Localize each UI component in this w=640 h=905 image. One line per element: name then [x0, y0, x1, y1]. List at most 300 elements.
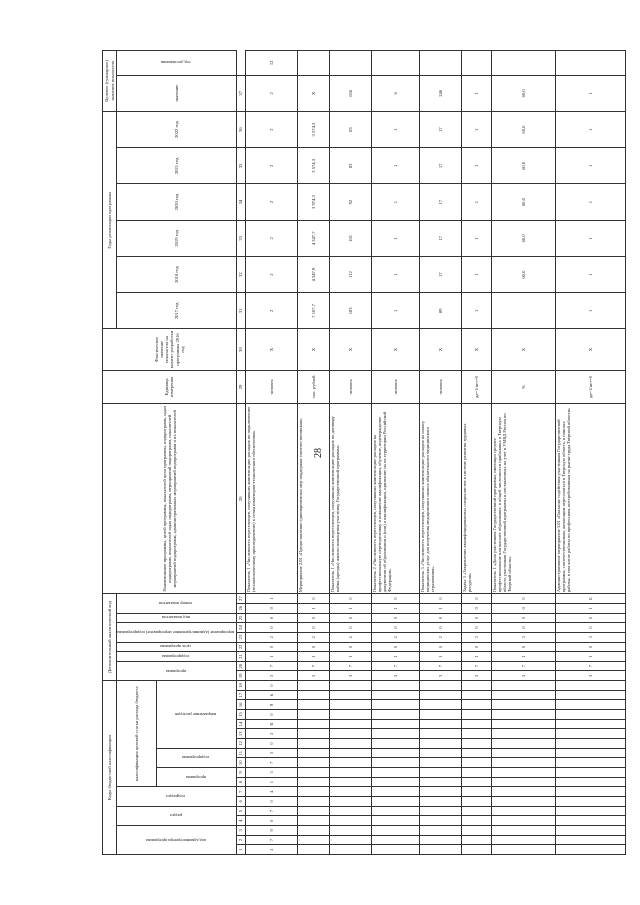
header-extra-code: Дополнительный аналитический код: [103, 594, 117, 681]
code-digit: 7: [491, 661, 555, 671]
code-digit: [297, 681, 329, 691]
code-digit: 7: [245, 758, 297, 768]
code-digit: [371, 816, 419, 826]
column-number: 13: [236, 729, 245, 739]
vertical-header-label: подраздел: [166, 794, 186, 800]
code-digit: 1: [419, 603, 461, 613]
row-target-value: 656: [329, 75, 371, 111]
code-digit: 7: [329, 661, 371, 671]
row-base-year: Х: [461, 329, 491, 370]
code-digit: 1: [329, 652, 371, 662]
row-unit: да=1/нет=0: [461, 370, 491, 404]
code-digit: [491, 681, 555, 691]
rotated-table-container: [102, 50, 593, 855]
row-year-value: 1: [371, 111, 419, 147]
code-digit: [491, 826, 555, 836]
row-year-value: 17: [419, 256, 461, 292]
header-year-2: 2019 год: [117, 220, 237, 256]
code-digit: [461, 777, 491, 787]
code-digit: [555, 719, 625, 729]
code-digit: 0: [245, 797, 297, 807]
row-base-year: Х: [245, 329, 297, 370]
code-digit: 4: [245, 787, 297, 797]
column-number: 2: [236, 835, 245, 845]
code-digit: [297, 719, 329, 729]
code-digit: 0: [555, 623, 625, 633]
header-row-1: [103, 51, 117, 855]
code-digit: [329, 739, 371, 749]
code-digit: [329, 787, 371, 797]
code-digit: [419, 777, 461, 787]
code-digit: 2: [245, 632, 297, 642]
code-digit: 0: [245, 603, 297, 613]
code-digit: [419, 758, 461, 768]
code-digit: 6: [245, 690, 297, 700]
code-digit: [491, 816, 555, 826]
vertical-header-label: подпрограмма: [182, 755, 210, 761]
code-digit: [555, 835, 625, 845]
row-year-value: 1: [371, 256, 419, 292]
code-digit: 0: [491, 613, 555, 623]
code-digit: 3: [461, 632, 491, 642]
row-target-year: [297, 51, 329, 76]
table-row: [419, 51, 461, 855]
row-base-year: Х: [371, 329, 419, 370]
code-digit: [461, 835, 491, 845]
code-digit: [329, 748, 371, 758]
code-digit: 0: [371, 594, 419, 604]
code-digit: [461, 729, 491, 739]
code-digit: [555, 681, 625, 691]
code-digit: [297, 729, 329, 739]
row-year-value: 2: [245, 148, 297, 184]
row-year-value: 60,0: [491, 111, 555, 147]
column-number: 9: [236, 768, 245, 778]
code-digit: [491, 797, 555, 807]
table-row: [371, 51, 419, 855]
page-number: 28: [313, 448, 324, 458]
row-target-value: 60,0: [491, 75, 555, 111]
code-digit: 2: [371, 632, 419, 642]
column-number: 8: [236, 777, 245, 787]
code-digit: [329, 768, 371, 778]
code-digit: 3: [297, 671, 329, 681]
column-number: 19: [236, 671, 245, 681]
row-name: Показатель 1 «Численность переселенцев, получивших компенсацию расходов по договору найма (аренды) жилого помещения участнику Государственной программы»: [329, 404, 371, 594]
column-number: 10: [236, 758, 245, 768]
code-digit: 0: [491, 603, 555, 613]
code-digit: [297, 739, 329, 749]
code-digit: [329, 835, 371, 845]
row-year-value: 112: [329, 256, 371, 292]
column-number: 22: [236, 642, 245, 652]
row-year-value: 83: [329, 111, 371, 147]
row-year-value: 17: [419, 184, 461, 220]
column-number: 11: [236, 748, 245, 758]
code-digit: [297, 845, 329, 855]
code-digit: 7: [245, 835, 297, 845]
table-row: [555, 51, 625, 855]
header-year-of-achievement: [117, 51, 237, 76]
row-target-year: [329, 51, 371, 76]
code-digit: [555, 806, 625, 816]
code-digit: [461, 768, 491, 778]
row-year-value: 60,0: [491, 220, 555, 256]
header-years-title: Годы реализации программы: [103, 111, 117, 329]
row-year-value: 2: [245, 184, 297, 220]
code-digit: 0: [461, 613, 491, 623]
row-year-value: 1: [555, 184, 625, 220]
code-digit: 0: [491, 594, 555, 604]
row-year-value: 3 574,3: [297, 148, 329, 184]
row-target-year: [491, 51, 555, 76]
code-digit: 7: [555, 661, 625, 671]
code-digit: [419, 787, 461, 797]
column-number: 27: [236, 594, 245, 604]
row-year-value: 60,0: [491, 148, 555, 184]
row-year-value: 4 347,7: [297, 220, 329, 256]
code-digit: [371, 758, 419, 768]
row-year-value: 1: [555, 220, 625, 256]
code-digit: 2: [329, 632, 371, 642]
code-digit: 3: [555, 671, 625, 681]
code-digit: [419, 806, 461, 816]
code-digit: 0: [329, 594, 371, 604]
column-number: 16: [236, 700, 245, 710]
header-subsection: [117, 787, 237, 806]
code-digit: 1: [555, 603, 625, 613]
code-digit: [297, 777, 329, 787]
header-direction: [157, 681, 237, 749]
code-digit: [491, 845, 555, 855]
code-digit: [555, 845, 625, 855]
vertical-header-label: программа: [165, 668, 186, 674]
code-digit: [371, 681, 419, 691]
row-target-year: [555, 51, 625, 76]
row-year-value: 7 107,7: [297, 293, 329, 329]
row-year-value: 1: [555, 111, 625, 147]
header-year-4: 2021 год: [117, 148, 237, 184]
code-digit: 0: [297, 642, 329, 652]
row-year-value: 1: [555, 256, 625, 292]
code-digit: [371, 787, 419, 797]
code-digit: [461, 681, 491, 691]
column-number: 15: [236, 710, 245, 720]
row-target-year: [371, 51, 419, 76]
row-unit: тыс. рублей: [297, 370, 329, 404]
code-digit: [461, 758, 491, 768]
code-digit: [371, 845, 419, 855]
column-number: 6: [236, 797, 245, 807]
code-digit: 7: [461, 661, 491, 671]
table-row: [245, 51, 297, 855]
table-row: [491, 51, 555, 855]
header-value: значение: [117, 75, 237, 111]
code-digit: [329, 826, 371, 836]
code-digit: 9: [245, 826, 297, 836]
code-digit: 0: [461, 642, 491, 652]
table-row: [461, 51, 491, 855]
column-number: 7: [236, 787, 245, 797]
code-digit: [555, 700, 625, 710]
code-digit: 0: [461, 603, 491, 613]
code-digit: [297, 835, 329, 845]
code-digit: 7: [297, 661, 329, 671]
vertical-header-label: направление расходов: [175, 712, 217, 717]
code-digit: [297, 700, 329, 710]
code-digit: 0: [329, 623, 371, 633]
code-digit: 1: [371, 652, 419, 662]
code-digit: [371, 719, 419, 729]
row-unit: человек: [245, 370, 297, 404]
header-year-0: 2017 год: [117, 293, 237, 329]
code-digit: 1: [419, 652, 461, 662]
row-year-value: 60,0: [491, 256, 555, 292]
code-digit: [491, 710, 555, 720]
header-extra-program: [117, 661, 237, 680]
code-digit: [419, 739, 461, 749]
code-digit: 0: [371, 623, 419, 633]
code-digit: [419, 729, 461, 739]
row-year-value: 17: [419, 111, 461, 147]
code-digit: [491, 739, 555, 749]
code-digit: 0: [329, 613, 371, 623]
row-name: Показатель 1 «Доля участников Государственной программы, имеющих среднее профессиональное или высшее образование, в общей численности прибывших в Тверскую область участников Государственной программы и поставленных на учет в УМВД России по Тверской области»: [491, 404, 555, 594]
code-digit: 0: [419, 594, 461, 604]
code-digit: [461, 845, 491, 855]
code-digit: 0: [419, 642, 461, 652]
code-digit: 2: [419, 632, 461, 642]
code-digit: [555, 729, 625, 739]
code-digit: [461, 710, 491, 720]
code-digit: [329, 797, 371, 807]
vertical-header-label: программа: [185, 774, 206, 780]
code-digit: 0: [297, 623, 329, 633]
code-digit: [461, 748, 491, 758]
row-target-value: 6: [371, 75, 419, 111]
code-digit: [297, 787, 329, 797]
code-digit: [419, 768, 461, 778]
header-name: Наименование программы, целей программы, показателей цели программы, подпрограмм, задач подпрограмм, показателей задач подпрограмм, мероприятий подпрограмм, показателей мероприятий подпрограмм, административных мероприятий подпрограмм и их показателей: [103, 404, 237, 594]
code-digit: [419, 835, 461, 845]
code-digit: [555, 748, 625, 758]
code-digit: [371, 739, 419, 749]
code-digit: 1: [297, 652, 329, 662]
code-digit: 0: [555, 613, 625, 623]
code-digit: 0: [245, 642, 297, 652]
code-digit: 0: [371, 613, 419, 623]
column-number: 37: [236, 75, 245, 111]
code-digit: 7: [245, 661, 297, 671]
code-digit: [329, 700, 371, 710]
code-digit: [419, 700, 461, 710]
code-digit: 3: [491, 671, 555, 681]
code-digit: [297, 758, 329, 768]
code-digit: [297, 710, 329, 720]
column-number: 17: [236, 690, 245, 700]
code-digit: 1: [371, 603, 419, 613]
header-target-expense-class: классификация целевой статьи расхода бюджета: [117, 681, 157, 787]
code-digit: 0: [245, 710, 297, 720]
row-year-value: 1: [461, 256, 491, 292]
row-target-value: 246: [419, 75, 461, 111]
vertical-header-label: номер показателя: [159, 600, 193, 606]
vertical-header-label: цель программы: [160, 644, 192, 650]
header-year-3: 2020 год: [117, 184, 237, 220]
row-base-year: Х: [419, 329, 461, 370]
code-digit: [297, 816, 329, 826]
code-digit: 0: [245, 623, 297, 633]
row-year-value: 101: [329, 220, 371, 256]
row-year-value: 183: [329, 293, 371, 329]
row-year-value: 4 347,9: [297, 256, 329, 292]
header-program: [157, 768, 237, 787]
code-digit: [329, 845, 371, 855]
column-number: 1: [236, 845, 245, 855]
column-number: 18: [236, 681, 245, 691]
code-digit: [371, 748, 419, 758]
column-number: 34: [236, 184, 245, 220]
column-number: 23: [236, 632, 245, 642]
column-number: 24: [236, 623, 245, 633]
code-digit: [419, 690, 461, 700]
code-digit: 2: [245, 729, 297, 739]
code-digit: 0: [491, 623, 555, 633]
code-digit: 0: [461, 623, 491, 633]
code-digit: 8: [245, 700, 297, 710]
row-year-value: 2: [245, 293, 297, 329]
code-digit: [555, 787, 625, 797]
row-name: Мероприятие 2.01 «Предоставление единовременных мер поддержки соотечественникам»: [297, 404, 329, 594]
code-digit: [329, 758, 371, 768]
code-digit: 3: [491, 632, 555, 642]
row-base-year: Х: [329, 329, 371, 370]
code-digit: R: [245, 719, 297, 729]
code-digit: [371, 806, 419, 816]
code-digit: [461, 826, 491, 836]
header-indicator-type: [117, 613, 237, 623]
row-base-year: Х: [491, 329, 555, 370]
row-year-value: 17: [419, 148, 461, 184]
code-digit: [371, 710, 419, 720]
row-year-value: 1: [461, 293, 491, 329]
row-year-value: 1: [371, 220, 419, 256]
code-digit: [491, 777, 555, 787]
program-indicators-table: [102, 50, 626, 855]
code-digit: [297, 690, 329, 700]
vertical-header-label: раздел: [169, 813, 182, 819]
header-year-1: 2018 год: [117, 256, 237, 292]
code-digit: 0: [461, 594, 491, 604]
code-digit: [419, 826, 461, 836]
code-digit: [371, 768, 419, 778]
code-digit: 0: [245, 739, 297, 749]
code-digit: [555, 768, 625, 778]
code-digit: [491, 758, 555, 768]
code-digit: 1: [245, 777, 297, 787]
code-digit: [297, 806, 329, 816]
column-number: 12: [236, 739, 245, 749]
row-year-value: 83: [329, 148, 371, 184]
code-digit: [461, 719, 491, 729]
column-number: 4: [236, 816, 245, 826]
vertical-header-label: вид показателя: [161, 615, 190, 621]
column-number: 33: [236, 220, 245, 256]
header-year-5: 2022 год: [117, 111, 237, 147]
row-year-value: 1: [371, 148, 419, 184]
code-digit: [555, 758, 625, 768]
code-digit: [297, 826, 329, 836]
code-digit: [461, 816, 491, 826]
header-indicator-number: [117, 594, 237, 613]
row-year-value: 17: [419, 220, 461, 256]
column-number: 32: [236, 256, 245, 292]
row-name: Административное мероприятие 3.01 «Оказание содействия участникам Государственной программы, соотечественникам, желающим переселиться в Тверскую область, в поисках работы, в том числе работы по профессиям, востребованным на рынке труда Тверской области»: [555, 404, 625, 594]
code-digit: Б: [555, 594, 625, 604]
row-year-value: 1: [371, 293, 419, 329]
code-digit: [419, 748, 461, 758]
row-name: Показатель 1 «Численность переселенцев, получивших компенсацию расходов по подключению (технологическому присоединению) к сетям инженерно-технического обеспечения»: [245, 404, 297, 594]
row-unit: человек: [419, 370, 461, 404]
code-digit: 0: [419, 613, 461, 623]
header-base-year: Фактическое значение показателя на момент разработки программы 2016 год: [103, 329, 237, 370]
vertical-header-label: подпрограмма: [162, 654, 190, 660]
row-year-value: 1: [461, 184, 491, 220]
code-digit: [419, 681, 461, 691]
header-program-goal: [117, 642, 237, 652]
code-digit: [555, 826, 625, 836]
code-digit: 3: [245, 748, 297, 758]
column-number: 30: [236, 329, 245, 370]
column-number: 3: [236, 826, 245, 836]
code-digit: [329, 710, 371, 720]
row-target-value: 2: [245, 75, 297, 111]
code-digit: 1: [245, 594, 297, 604]
column-number: 31: [236, 293, 245, 329]
code-digit: [491, 700, 555, 710]
code-digit: [461, 739, 491, 749]
code-digit: [371, 797, 419, 807]
row-year-value: 2: [245, 111, 297, 147]
code-digit: [297, 768, 329, 778]
row-base-year: Х: [297, 329, 329, 370]
row-year-value: 1: [461, 148, 491, 184]
code-digit: 0: [491, 642, 555, 652]
code-digit: [555, 797, 625, 807]
row-year-value: 2: [245, 220, 297, 256]
row-year-value: 2: [245, 256, 297, 292]
code-digit: [491, 729, 555, 739]
code-digit: [555, 816, 625, 826]
code-digit: 0: [245, 613, 297, 623]
code-digit: [371, 835, 419, 845]
row-name: Показатель 2 «Численность переселенцев, получивших компенсацию расходов на профессиональную переподготовку и повышение квалификации, обучение, подтверждение документов об образовании и (или) о квалификации, признание их на территории Российской Федерации»: [371, 404, 419, 594]
vertical-header-label: код администратора программы: [145, 837, 206, 843]
code-digit: [555, 777, 625, 787]
header-admin-code: [117, 826, 237, 855]
code-digit: [555, 690, 625, 700]
column-number: 36: [236, 111, 245, 147]
header-measure: [117, 623, 237, 642]
code-digit: 3: [329, 671, 371, 681]
code-digit: 3: [245, 768, 297, 778]
code-digit: [419, 710, 461, 720]
row-name: Показатель 3 «Численность переселенцев, получивших компенсацию расходов на оплату медицинских услуг для получения медицинского полиса обязательного медицинского страхования»: [419, 404, 461, 594]
code-digit: [329, 806, 371, 816]
code-digit: [419, 845, 461, 855]
row-year-value: 1: [555, 148, 625, 184]
code-digit: 3: [371, 671, 419, 681]
